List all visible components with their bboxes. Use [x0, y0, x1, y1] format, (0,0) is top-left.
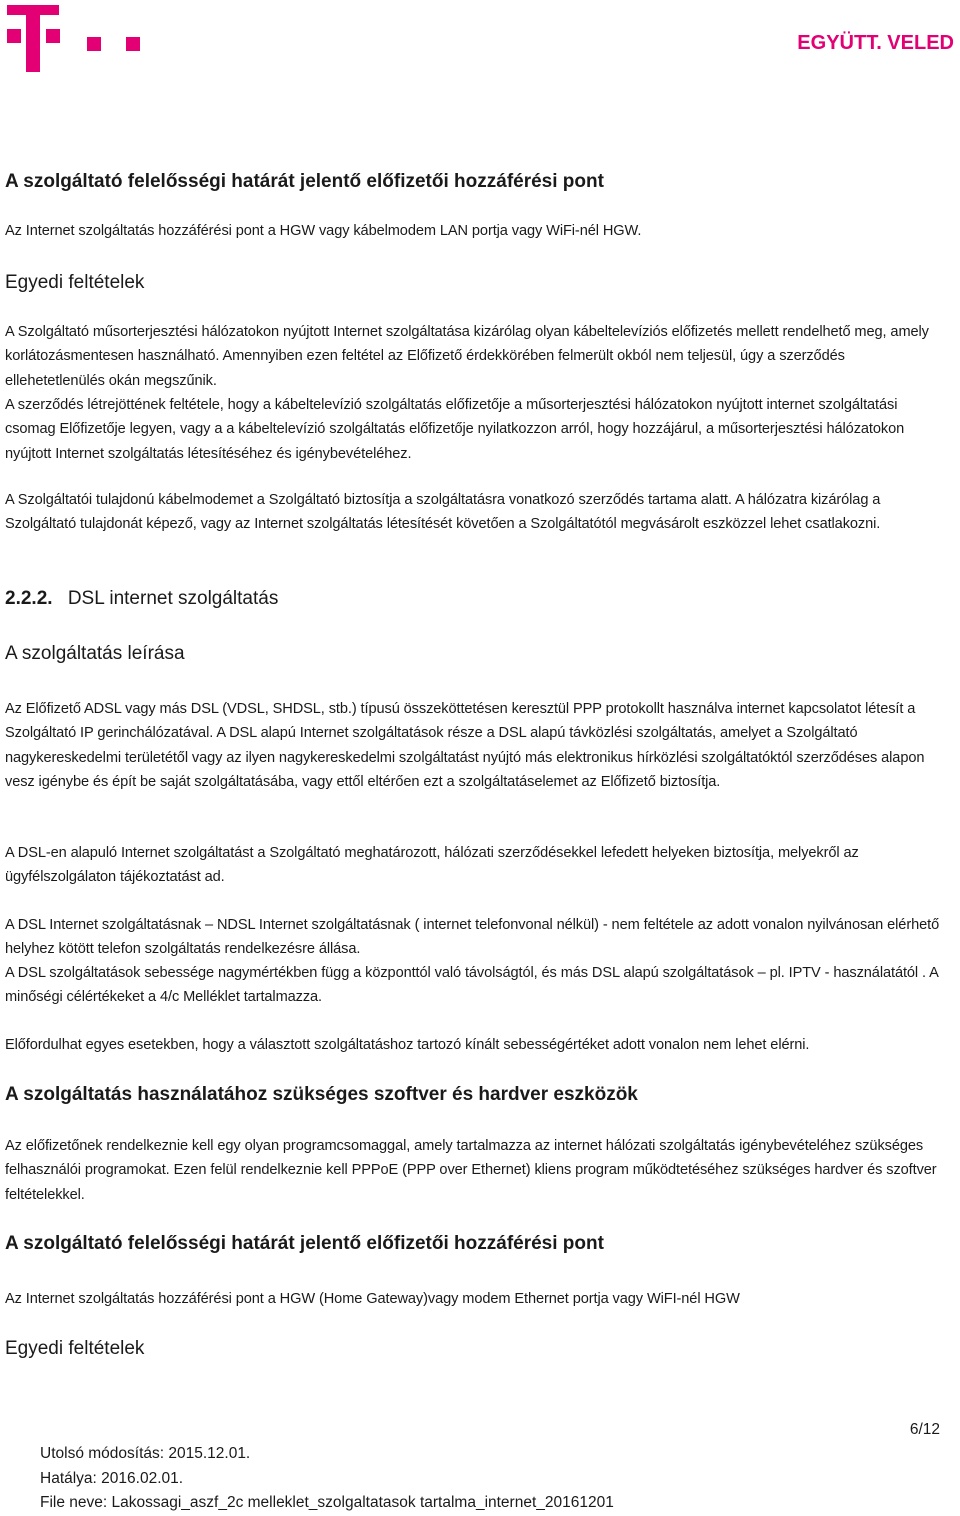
- section-title: A szolgáltató felelősségi határát jelentő előfizetői hozzáférési pont: [5, 171, 604, 192]
- section-subtitle: Egyedi feltételek: [5, 1338, 145, 1359]
- paragraph: A DSL Internet szolgáltatásnak – NDSL Internet szolgáltatásnak ( internet telefonvonal nélkül) - nem feltétele az adott vonalon nyilvánosan elérhető helyhez kötött telefon szolgáltatás rendelkezésre állása.: [5, 917, 940, 958]
- paragraph: A Szolgáltatói tulajdonú kábelmodemet a Szolgáltató biztosítja a szolgáltatásra vonatkozó szerződés tartama alatt. A hálózatra kizárólag a Szolgáltató tulajdonát képező, vagy az Internet szolgáltatás létesítését követően a Szolgáltatótól megvásárolt eszközzel lehet csatlakozni.: [5, 492, 881, 533]
- section-subtitle: Egyedi feltételek: [5, 272, 145, 293]
- section-heading: [5, 587, 945, 611]
- page-footer: [40, 1442, 614, 1516]
- paragraph: Előfordulhat egyes esetekben, hogy a választott szolgáltatáshoz tartozó kínált sebességértéket adott vonalon nem lehet elérni.: [5, 1037, 810, 1053]
- section-number: 2.2.2.: [5, 588, 53, 609]
- footer-filename: File neve: Lakossagi_aszf_2c melleklet_szolgaltatasok tartalma_internet_20161201: [40, 1494, 614, 1511]
- section-title: A szolgáltatás használatához szükséges szoftver és hardver eszközök: [5, 1084, 638, 1105]
- brand-slogan: EGYÜTT. VELED: [797, 32, 954, 54]
- page-number: 6/12: [909, 1421, 940, 1438]
- footer-modified: Utolsó módosítás: 2015.12.01.: [40, 1445, 251, 1462]
- section-subtitle: A szolgáltatás leírása: [5, 643, 185, 664]
- paragraph: A DSL-en alapuló Internet szolgáltatást a Szolgáltató meghatározott, hálózati szerződésekkel lefedett helyeken biztosítja, melyekről az ügyfélszolgálaton tájékoztatást ad.: [5, 845, 859, 886]
- telekom-logo: [4, 5, 144, 75]
- paragraph: Az Internet szolgáltatás hozzáférési pont a HGW vagy kábelmodem LAN portja vagy WiFi-nél HGW.: [5, 223, 642, 239]
- paragraph: Az Internet szolgáltatás hozzáférési pont a HGW (Home Gateway)vagy modem Ethernet portja vagy WiFI-nél HGW: [5, 1291, 740, 1307]
- paragraph: A szerződés létrejöttének feltétele, hogy a kábeltelevízió szolgáltatás előfizetője a műsorterjesztési hálózatokon nyújtott internet szolgáltatási csomag Előfizetője legyen, vagy a a kábeltelevízió szolgáltatás előfizetője nyilatkozzon arról, hogy hozzájárul, a műsorterjesztési hálózatokon nyújtott Internet szolgáltatás létesítéséhez és igénybevételéhez.: [5, 397, 905, 462]
- paragraph: A DSL szolgáltatások sebessége nagymértékben függ a központtól való távolságtól, és más DSL alapú szolgáltatások – pl. IPTV - használatától . A minőségi célértékeket a 4/c Melléklet tartalmazza.: [5, 965, 938, 1006]
- section-title: A szolgáltató felelősségi határát jelentő előfizetői hozzáférési pont: [5, 1233, 604, 1254]
- footer-effective: Hatálya: 2016.02.01.: [40, 1469, 184, 1487]
- paragraph: Az Előfizető ADSL vagy más DSL (VDSL, SHDSL, stb.) típusú összeköttetésen keresztül PPP protokollt használva internet kapcsolatot létesít a Szolgáltató IP gerinchálózatával. A DSL alapú Internet szolgáltatások része a DSL alapú távközlési szolgáltatás, amelyet a Szolgáltató nagykereskedelmi területétől vagy az ilyen nagykereskedelmi szolgáltatást nyújtó más elektronikus hírközlési szolgáltatóktól szerződéses alapon vesz igénybe és épít be saját szolgáltatásába, vagy ettől eltérően ezt a szolgáltatáselemet az Előfizető biztosítja.: [5, 701, 925, 790]
- paragraph: A Szolgáltató műsorterjesztési hálózatokon nyújtott Internet szolgáltatása kizárólag olyan kábeltelevíziós előfizetés mellett rendelhető meg, amely korlátozásmentesen használható. Amennyiben ezen feltétel az Előfizető érdekkörében felmerült okból nem teljesül, úgy a szerződés ellehetetlenülés okán megszűnik.: [5, 324, 929, 389]
- section-heading-text: DSL internet szolgáltatás: [67, 588, 279, 609]
- paragraph: Az előfizetőnek rendelkeznie kell egy olyan programcsomaggal, amely tartalmazza az internet hálózati szolgáltatás igénybevételéhez szükséges felhasználói programokat. Ezen felül rendelkeznie kell PPPoE (PPP over Ethernet) kliens program működtetéséhez szükséges hardver és szoftver feltételekkel.: [5, 1138, 937, 1203]
